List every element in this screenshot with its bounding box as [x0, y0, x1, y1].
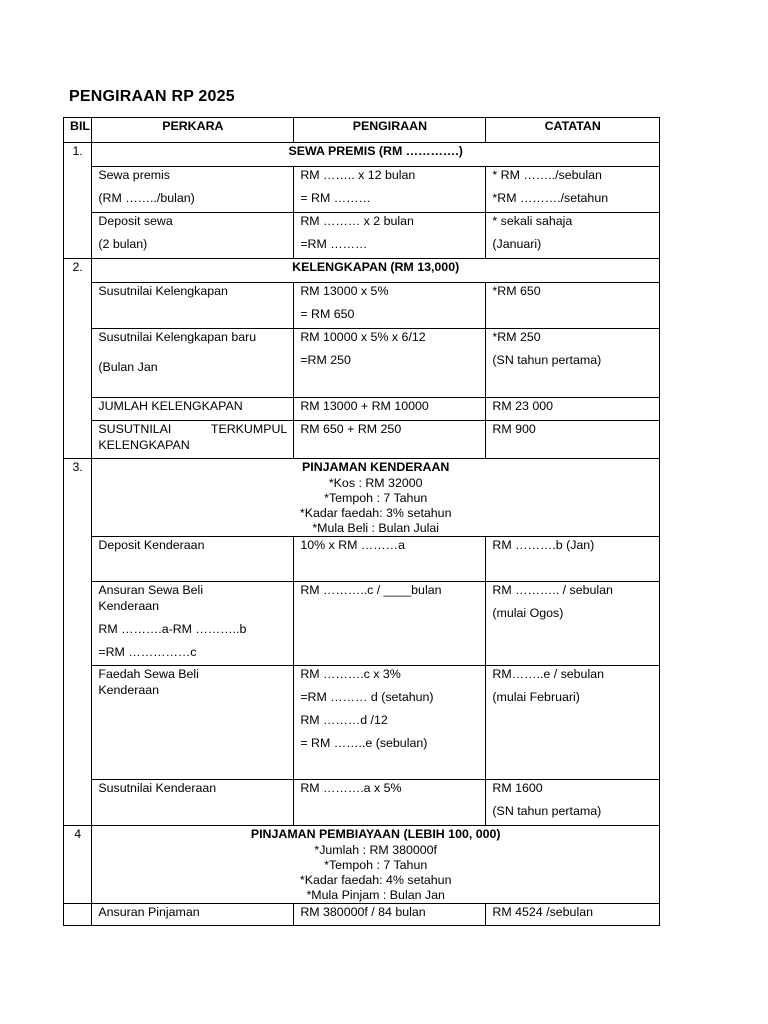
cell-line: = RM ………	[300, 191, 371, 205]
cell-line: Sewa premis	[98, 168, 170, 182]
catatan-cell	[486, 283, 660, 329]
perkara-cell	[92, 213, 294, 259]
cell-line: (SN tahun pertama)	[492, 353, 602, 367]
cell-line: RM ……….. / sebulan	[492, 583, 613, 597]
cell-line: Kenderaan	[98, 599, 160, 613]
table-row	[64, 666, 660, 780]
perkara-cell	[92, 329, 294, 398]
table-row	[64, 582, 660, 666]
cell-line: =RM ……………c	[98, 645, 197, 659]
cell-line: (2 bulan)	[98, 237, 148, 251]
section-heading-row	[64, 143, 660, 167]
perkara-cell	[92, 582, 294, 666]
cell-line: *RM ………./setahun	[492, 191, 609, 205]
section-detail: *Tempoh : 7 Tahun	[324, 491, 428, 505]
table-row	[64, 780, 660, 826]
section-heading: PINJAMAN KENDERAAN	[302, 460, 450, 474]
catatan-cell: RM 23 000	[486, 398, 660, 421]
perkara-cell	[92, 421, 294, 459]
perkara-cell	[92, 167, 294, 213]
cell-line: Faedah Sewa Beli	[98, 667, 199, 681]
section-heading: KELENGKAPAN (RM 13,000)	[92, 259, 660, 283]
catatan-cell	[486, 582, 660, 666]
cell-line: (RM ……../bulan)	[98, 191, 195, 205]
cell-line: (mulai Ogos)	[492, 606, 564, 620]
cell-line: RM ……….a-RM ………..b	[98, 622, 247, 636]
section-detail: *Jumlah : RM 380000f	[314, 843, 437, 857]
cell-line: RM ……….c x 3%	[300, 667, 401, 681]
cell-line: RM 10000 x 5% x 6/12	[300, 330, 426, 344]
pengiraan-cell: RM 13000 + RM 10000	[294, 398, 486, 421]
cell-line: Susutnilai Kelengkapan baru	[98, 330, 257, 344]
cell-line: =RM 250	[300, 353, 351, 367]
perkara-cell: Deposit Kenderaan	[92, 537, 294, 582]
bil-number: 1.	[64, 143, 92, 259]
section-heading-row	[64, 259, 660, 283]
pengiraan-cell: RM 650 + RM 250	[294, 421, 486, 459]
table-row	[64, 421, 660, 459]
section-detail: *Tempoh : 7 Tahun	[324, 858, 428, 872]
cell-line: Ansuran Sewa Beli	[98, 583, 204, 597]
catatan-cell	[486, 167, 660, 213]
table-row	[64, 283, 660, 329]
section-heading: PINJAMAN PEMBIAYAAN (LEBIH 100, 000)	[250, 827, 501, 841]
section-heading-block	[92, 459, 660, 537]
cell-line: Deposit sewa	[98, 214, 173, 228]
cell-line: (Bulan Jan	[98, 360, 158, 374]
section-detail: *Mula Pinjam : Bulan Jan	[306, 888, 445, 902]
header-catatan: CATATAN	[486, 118, 660, 143]
bil-number: 3.	[64, 459, 92, 826]
perkara-cell	[92, 283, 294, 329]
calculation-table	[63, 117, 660, 926]
cell-line: =RM ………	[300, 237, 368, 251]
cell-line: *RM 250	[492, 330, 541, 344]
bil-cell	[64, 904, 92, 926]
cell-line: =RM ……… d (setahun)	[300, 690, 434, 704]
pengiraan-cell: RM 380000f / 84 bulan	[294, 904, 486, 926]
perkara-cell: Susutnilai Kenderaan	[92, 780, 294, 826]
cell-line: RM 13000 x 5%	[300, 284, 389, 298]
table-row	[64, 329, 660, 398]
pengiraan-cell	[294, 329, 486, 398]
cell-line: (SN tahun pertama)	[492, 804, 602, 818]
pengiraan-cell: 10% x RM ………a	[294, 537, 486, 582]
section-heading-row	[64, 826, 660, 904]
catatan-cell: RM ……….b (Jan)	[486, 537, 660, 582]
table-row	[64, 167, 660, 213]
section-heading-block	[92, 826, 660, 904]
section-detail: *Mula Beli : Bulan Julai	[312, 521, 440, 535]
table-row	[64, 213, 660, 259]
cell-line: = RM ……..e (sebulan)	[300, 736, 428, 750]
pengiraan-cell: RM ………..c / ____bulan	[294, 582, 486, 666]
cell-line: RM ………d /12	[300, 713, 388, 727]
table-row	[64, 398, 660, 421]
section-detail: *Kadar faedah: 3% setahun	[299, 506, 452, 520]
perkara-cell: JUMLAH KELENGKAPAN	[92, 398, 294, 421]
section-heading: SEWA PREMIS (RM ………….)	[92, 143, 660, 167]
pengiraan-cell	[294, 167, 486, 213]
pengiraan-cell: RM ……….a x 5%	[294, 780, 486, 826]
table-row	[64, 904, 660, 926]
perkara-cell: Ansuran Pinjaman	[92, 904, 294, 926]
cell-line: (mulai Februari)	[492, 690, 580, 704]
header-pengiraan: PENGIRAAN	[294, 118, 486, 143]
section-heading-row	[64, 459, 660, 537]
bil-number: 4	[64, 826, 92, 904]
catatan-cell	[486, 780, 660, 826]
catatan-cell	[486, 213, 660, 259]
catatan-cell: RM 4524 /sebulan	[486, 904, 660, 926]
page-title: PENGIRAAN RP 2025	[69, 88, 235, 105]
section-detail: *Kos : RM 32000	[328, 476, 423, 490]
perkara-cell	[92, 666, 294, 780]
catatan-cell: RM 900	[486, 421, 660, 459]
table-header-row	[64, 118, 660, 143]
catatan-cell	[486, 329, 660, 398]
cell-line: *RM 650	[492, 284, 541, 298]
header-perkara: PERKARA	[92, 118, 294, 143]
cell-line: RM……..e / sebulan	[492, 667, 604, 681]
table-row	[64, 537, 660, 582]
cell-line: RM …….. x 12 bulan	[300, 168, 416, 182]
pengiraan-cell	[294, 213, 486, 259]
cell-line: (Januari)	[492, 237, 542, 251]
pengiraan-cell	[294, 283, 486, 329]
bil-number: 2.	[64, 259, 92, 459]
cell-line: * RM ……../sebulan	[492, 168, 602, 182]
catatan-cell	[486, 666, 660, 780]
pengiraan-cell	[294, 666, 486, 780]
cell-line: Kenderaan	[98, 683, 160, 697]
cell-line: RM 1600	[492, 781, 543, 795]
header-bil: BIL	[64, 118, 92, 143]
cell-line: SUSUTNILAI TERKUMPUL	[98, 422, 288, 436]
cell-line: = RM 650	[300, 307, 355, 321]
cell-line: RM ……… x 2 bulan	[300, 214, 414, 228]
cell-line: KELENGKAPAN	[98, 438, 190, 452]
cell-line: * sekali sahaja	[492, 214, 573, 228]
section-detail: *Kadar faedah: 4% setahun	[299, 873, 452, 887]
cell-line: Susutnilai Kelengkapan	[98, 284, 228, 298]
